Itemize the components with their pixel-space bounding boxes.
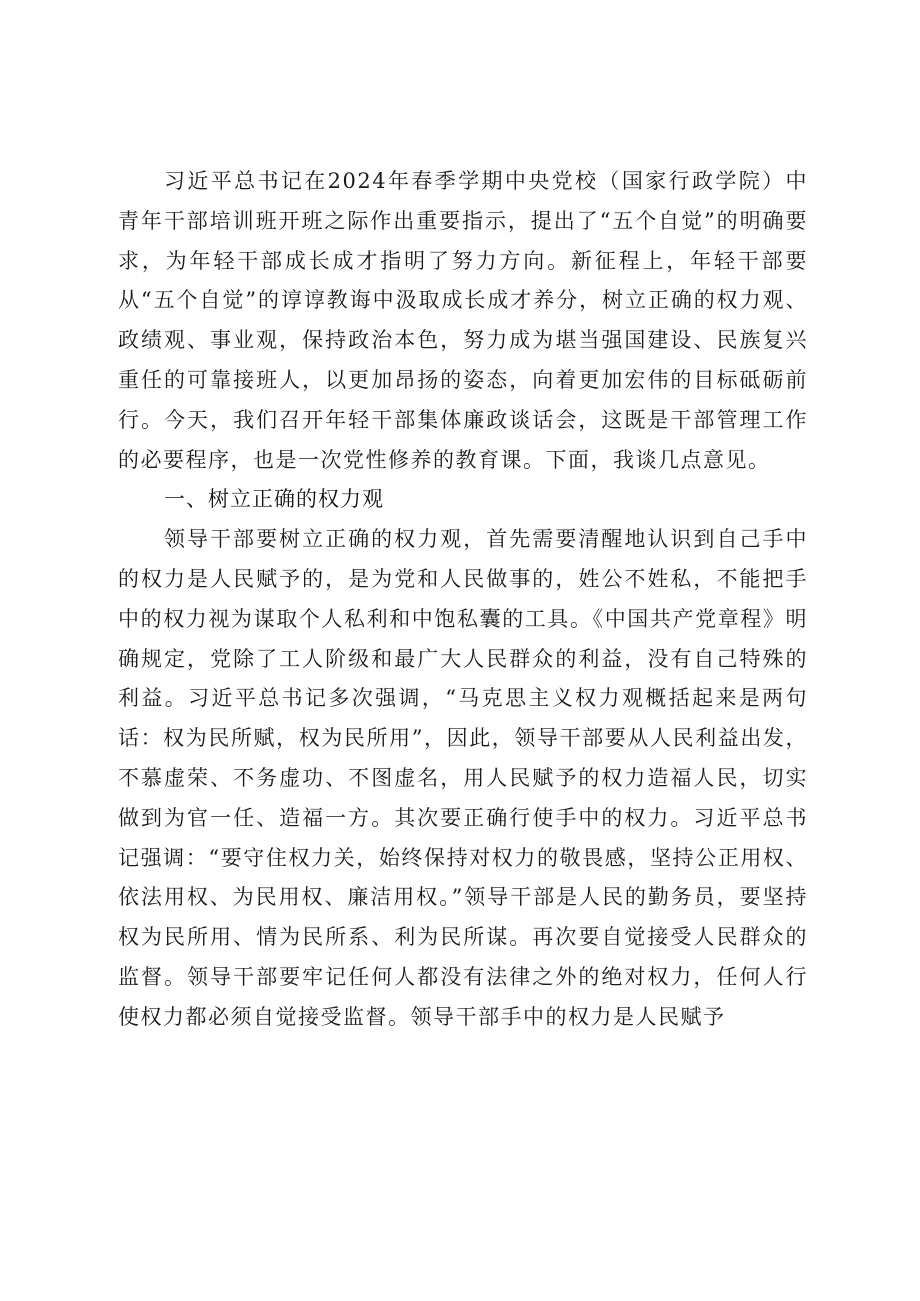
section-heading: 一、树立正确的权力观 <box>164 487 384 512</box>
document-body <box>118 162 808 1038</box>
section-paragraph: 领导干部要树立正确的权力观，首先需要清醒地认识到自己手中的权力是人民赋予的，是为党和人民做事的，姓公不姓私，不能把手中的权力视为谋取个人私利和中饱私囊的工具。《中国共产党章程》明确规定，党除了工人阶级和最广大人民群众的利益，没有自己特殊的利益。习近平总书记多次强调，“马克思主义权力观概括起来是两句话：权为民所赋，权为民所用”，因此，领导干部要从人民利益出发，不慕虚荣、不务虚功、不图虚名，用人民赋予的权力造福人民，切实做到为官一任、造福一方。其次要正确行使手中的权力。习近平总书记强调：“要守住权力关，始终保持对权力的敬畏感，坚持公正用权、依法用权、为民用权、廉洁用权。”领导干部是人民的勤务员，要坚持权为民所用、情为民所系、利为民所谋。再次要自觉接受人民群众的监督。领导干部要牢记任何人都没有法律之外的绝对权力，任何人行使权力都必须自觉接受监督。领导干部手中的权力是人民赋予 <box>118 527 808 1029</box>
intro-paragraph: 习近平总书记在2024年春季学期中央党校（国家行政学院）中青年干部培训班开班之际作出重要指示，提出了“五个自觉”的明确要求，为年轻干部成长成才指明了努力方向。新征程上，年轻干部要从“五个自觉”的谆谆教诲中汲取成长成才养分，树立正确的权力观、政绩观、事业观，保持政治本色，努力成为堪当强国建设、民族复兴重任的可靠接班人，以更加昂扬的姿态，向着更加宏伟的目标砥砺前行。今天，我们召开年轻干部集体廉政谈话会，这既是干部管理工作的必要程序，也是一次党性修养的教育课。下面，我谈几点意见。 <box>118 169 808 472</box>
